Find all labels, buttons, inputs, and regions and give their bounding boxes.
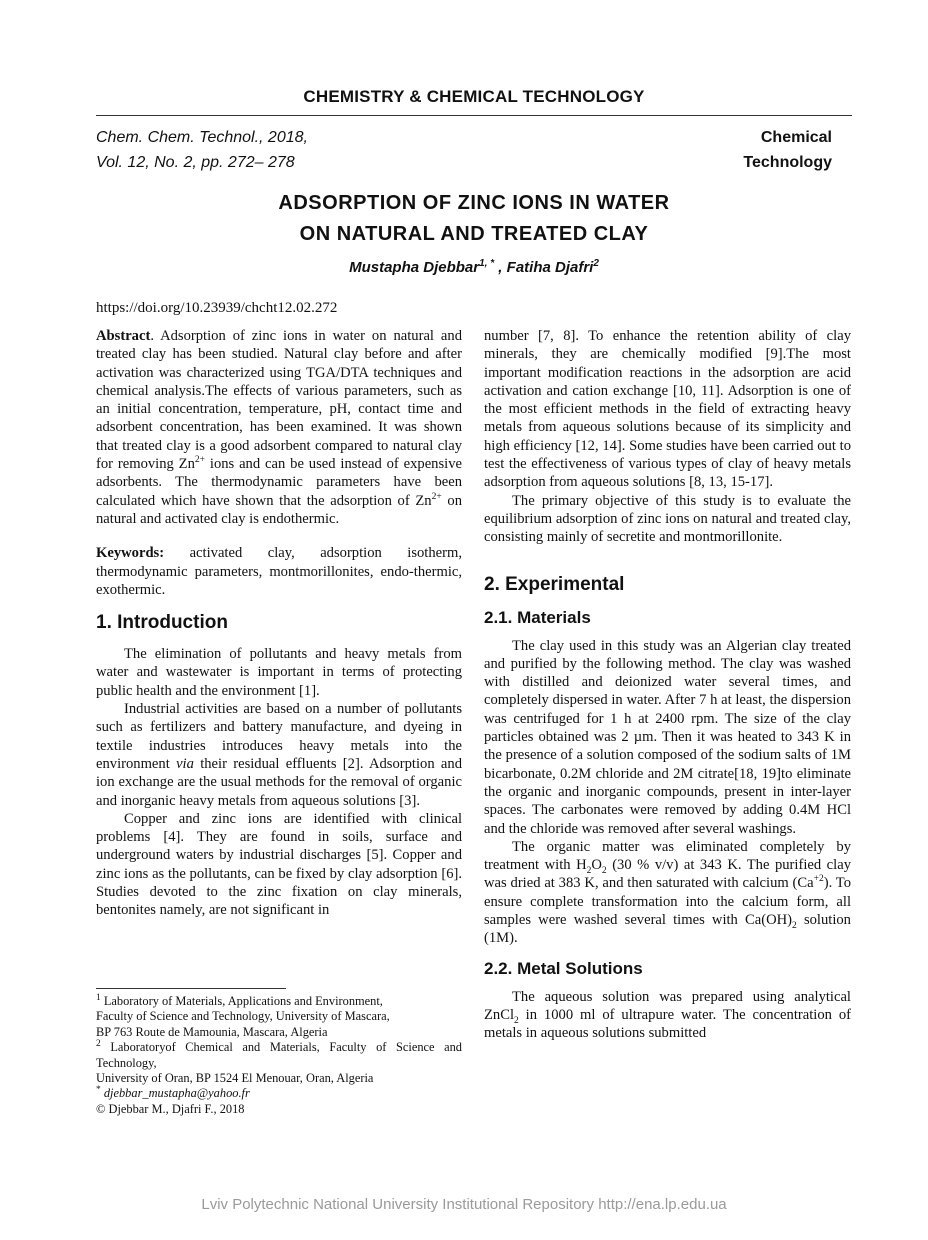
footnote-line: [96, 1086, 462, 1101]
copyright: © Djebbar M., Djafri F., 2018: [96, 1101, 245, 1116]
paragraph: The elimination of pollutants and heavy metals from water and wastewater is important in terms of protecting public health and the environment [1].: [96, 646, 462, 699]
subsection-heading-metal-solutions: 2.2. Metal Solutions: [484, 958, 643, 978]
paragraph-text: Industrial activities are based on a number of pollutants such as fertilizers and battery manufacture, and dyeing in textile industries introduces heavy metals into the environment: [96, 701, 462, 772]
footnote-text: Laboratory of Materials, Applications and Environment,: [100, 994, 383, 1008]
keywords-text: activated clay, adsorption isotherm, thermodynamic parameters, montmorillonites, endo-thermic, exothermic.: [96, 545, 462, 598]
paragraph-text: in 1000 ml of ultrapure water. The concentration of metals in aqueous solutions submitted: [484, 1006, 851, 1042]
paragraph-text: (30 % v/v) at 343 K. The purified clay was dried at 383 K, and then saturated with calcium (Ca: [484, 857, 851, 892]
footnote-line: [96, 1040, 462, 1071]
abstract: [96, 327, 462, 528]
section-label-line-2: Technology: [743, 154, 832, 171]
section-heading-experimental: 2. Experimental: [484, 573, 625, 595]
email-link[interactable]: djebbar_mustapha@yahoo.fr: [100, 1086, 250, 1101]
citation-block: [96, 125, 308, 175]
subscript: 2: [586, 866, 592, 877]
subscript: 2: [601, 866, 607, 877]
title-line-2: ON NATURAL AND TREATED CLAY: [299, 223, 649, 245]
paragraph: [484, 988, 851, 1043]
paragraph: Copper and zinc ions are identified with clinical problems [4]. They are found in soils, surface and underground waters by industrial discharges [5]. Copper and zinc ions as the pollutants, can be fixed by clay adsorption [6]. Studies devoted to the zinc fixation on clay minerals, bentonites namely, are not significant in: [96, 810, 462, 919]
repository-footer: Lviv Polytechnic National University Institutional Repository http://ena.lp.edu.ua: [201, 1196, 727, 1213]
footnotes: [96, 994, 462, 1117]
footnote-line: University of Oran, BP 1524 El Menouar, Oran, Algeria: [96, 1071, 374, 1086]
subscript: 2: [514, 1015, 519, 1026]
abstract-text: ions and can be used instead of expensive adsorbents. The thermodynamic parameters have been calculated which have shown that the adsorption of Zn: [96, 456, 462, 509]
citation-line-1: Chem. Chem. Technol., 2018,: [96, 129, 308, 146]
footnote-text: Laboratoryof Chemical and Materials, Faculty of Science and Technology,: [96, 1040, 462, 1070]
paragraph-text: ). To ensure complete transformation into the calcium form, all samples were washed several times with Ca(OH): [484, 875, 851, 929]
section-heading-introduction: 1. Introduction: [96, 612, 228, 634]
left-column: [96, 327, 462, 920]
footnote-line: BP 763 Route de Mamounia, Mascara, Algeria: [96, 1024, 328, 1039]
footnote-divider: [96, 988, 286, 989]
section-label: [743, 125, 832, 175]
header-divider: [96, 115, 852, 116]
author-name: Fatiha Djafri: [506, 259, 594, 276]
paragraph: number [7, 8]. To enhance the retention ability of clay minerals, they are chemically modified [9].The most important modification reactions in the adsorption are acid activation and cation exchange [10, 11]. Adsorption is one of the most efficient methods in the field of extracting heavy metals from aqueous solutions because of its simplicity and high efficiency [12, 14]. Some studies have been carried out to test the effectiveness of various types of clay of heavy metals adsorption from aqueous solutions [8, 13, 15-17].: [484, 328, 851, 491]
keywords: [96, 544, 462, 599]
paragraph: [96, 700, 462, 810]
author-separator: ,: [494, 259, 507, 276]
superscript: 2+: [194, 455, 206, 466]
section-label-line-1: Chemical: [760, 129, 832, 146]
paper-title: [96, 188, 852, 250]
footnote-mark: 2: [96, 1039, 101, 1050]
paragraph-text: solution (1M).: [484, 912, 851, 947]
footnote-line: [96, 994, 462, 1009]
footnote-mark: *: [96, 1085, 101, 1096]
keywords-label: Keywords:: [96, 545, 165, 562]
paragraph-text: The organic matter was eliminated completely by treatment with H: [484, 838, 851, 874]
paragraph: [484, 838, 851, 948]
abstract-text: . Adsorption of zinc ions in water on natural and treated clay has been studied. Natural clay before and after activation was characterized using TGA/DTA techniques and chemical analysis.The effects of various parameters, such as an initial concentration, temperature, pH, contact time and adsorbent concentration, has been examined. It was shown that treated clay is a good adsorbent compared to natural clay for removing Zn: [96, 328, 462, 473]
citation-line-2: Vol. 12, No. 2, pp. 272– 278: [96, 154, 295, 171]
author-list: [96, 258, 852, 276]
paragraph: The clay used in this study was an Algerian clay treated and purified by the following method. The clay was washed with distilled and deionized water several times, and completely dispersed in water. After 7 h at least, the dispersion was centrifuged for 1 h at 2400 rpm. The size of the clay particles obtained was 2 µm. Then it was heated to 343 K in the presence of a solution composed of the sodium salts of 1M bicarbonate, 0.2M chloride and 2M citrate[18, 19]to eliminate the organic and inorganic compounds, present in inter-layer spaces. The carbonates were removed by adding 0.4M HCl and the chloride was removed after several washings.: [484, 637, 851, 837]
paragraph: The primary objective of this study is to evaluate the equilibrium adsorption of zinc ions on natural and treated clay, consisting mainly of secretite and montmorillonite.: [484, 492, 851, 546]
author-affiliation-mark: 1, *: [479, 258, 495, 269]
author-name: Mustapha Djebbar: [349, 259, 480, 276]
subsection-heading-materials: 2.1. Materials: [484, 607, 591, 627]
paragraph-text: their residual effluents [2]. Adsorption and ion exchange are the usual methods for the removal of organic and inorganic heavy metals from aqueous solutions [3].: [96, 755, 462, 809]
doi-link[interactable]: https://doi.org/10.23939/chcht12.02.272: [96, 300, 338, 316]
superscript: 2+: [431, 491, 442, 502]
abstract-text: on natural and activated clay is endothermic.: [96, 492, 462, 527]
subscript: 2: [792, 920, 797, 931]
footnote-line: Faculty of Science and Technology, University of Mascara,: [96, 1009, 390, 1024]
footnote-mark: 1: [96, 992, 101, 1003]
title-line-1: ADSORPTION OF ZINC IONS IN WATER: [278, 192, 670, 214]
paragraph-text: The aqueous solution was prepared using analytical ZnCl: [484, 988, 851, 1023]
superscript: +2: [813, 874, 824, 885]
author-affiliation-mark: 2: [593, 258, 599, 269]
right-column: [484, 327, 851, 1043]
paragraph-text: O: [591, 857, 602, 874]
italic-text: via: [176, 755, 194, 772]
journal-header: CHEMISTRY & CHEMICAL TECHNOLOGY: [303, 87, 645, 106]
abstract-label: Abstract: [96, 328, 151, 344]
